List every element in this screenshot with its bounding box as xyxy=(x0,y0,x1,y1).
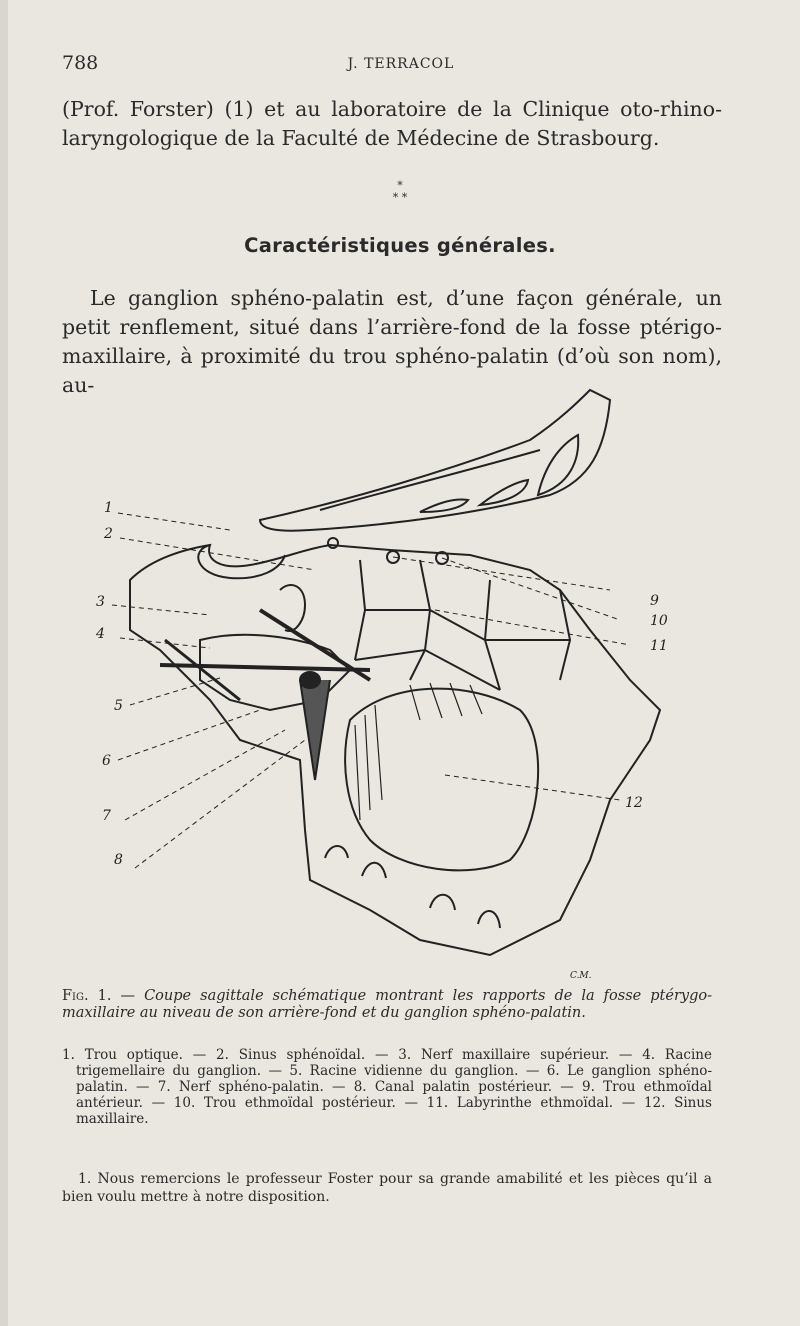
tooth-2 xyxy=(362,863,386,878)
footnote: 1. Nous remercions le professeur Foster pour sa grande amabilité et les pièces qu’il a bien voulu mettre à notre disposition. xyxy=(62,1171,712,1205)
label-11: 11 xyxy=(650,638,668,654)
asterism xyxy=(0,180,800,204)
asterism-bottom: * * xyxy=(392,191,408,204)
anatomical-figure xyxy=(90,380,690,980)
optic-foramen xyxy=(328,538,338,548)
section-title: Caractéristiques générales. xyxy=(244,234,556,257)
label-6: 6 xyxy=(102,753,111,769)
orbital-roof xyxy=(260,390,610,531)
label-4: 4 xyxy=(96,626,105,642)
palatine-canal xyxy=(300,680,330,780)
paragraph-1: (Prof. Forster) (1) et au laboratoire de la Clinique oto-rhino-laryngologique de la Faculté de Médecine de Strasbourg. xyxy=(62,97,722,150)
label-10: 10 xyxy=(650,613,668,629)
label-9: 9 xyxy=(650,593,659,609)
figure-caption-label: Fig. 1. xyxy=(62,988,112,1004)
maxillary-nerve xyxy=(160,665,370,670)
tooth-3 xyxy=(430,895,455,910)
figure-signature: C.M. xyxy=(570,971,592,980)
tooth-1 xyxy=(325,846,348,858)
ganglion xyxy=(300,672,320,688)
inner-orbital-line xyxy=(320,450,540,510)
label-2: 2 xyxy=(104,526,113,542)
page-number: 788 xyxy=(62,52,99,74)
asterism-top: * xyxy=(397,179,403,192)
figure-labels xyxy=(95,500,668,980)
label-5: 5 xyxy=(114,698,123,714)
label-12: 12 xyxy=(625,795,643,811)
figure-caption-text: — Coupe sagittale schématique montrant les rapports de la fosse ptérygo-maxillaire au niveau de son arrière-fond et du ganglion sphéno-palatin. xyxy=(62,988,713,1021)
orbital-slit-3 xyxy=(538,435,578,495)
page-header xyxy=(62,52,740,76)
figure-caption xyxy=(62,988,712,1022)
sphenoid-sinus xyxy=(198,545,285,578)
paragraph-2: Le ganglion sphéno-palatin est, d’une façon générale, un petit renflement, situé dans l’arrière-fond de la fosse ptérigo-maxillaire, à proximité du trou sphéno-palatin (d’où son nom), au- xyxy=(62,286,722,397)
running-head: J. TERRACOL xyxy=(347,56,455,72)
label-7: 7 xyxy=(102,808,111,824)
figure-drawing xyxy=(90,380,690,980)
figure-legend: 1. Trou optique. — 2. Sinus sphénoïdal. — 3. Nerf maxillaire supérieur. — 4. Racine trigemellaire du ganglion. — 5. Racine vidienne du ganglion. — 6. Le ganglion sphéno-palatin. — 7. Nerf sphéno-palatin. — 8. Canal palatin postérieur. — 9. Trou ethmoïdal antérieur. — 10. Trou ethmoïdal postérieur. — 11. Labyrinthe ethmoïdal. — 12. Sinus maxillaire. xyxy=(62,1047,712,1127)
label-1: 1 xyxy=(104,500,113,516)
orbital-slit-1 xyxy=(420,500,468,513)
leader-lines xyxy=(112,513,630,868)
label-3: 3 xyxy=(96,594,105,610)
label-8: 8 xyxy=(114,852,123,868)
tooth-4 xyxy=(478,911,500,928)
